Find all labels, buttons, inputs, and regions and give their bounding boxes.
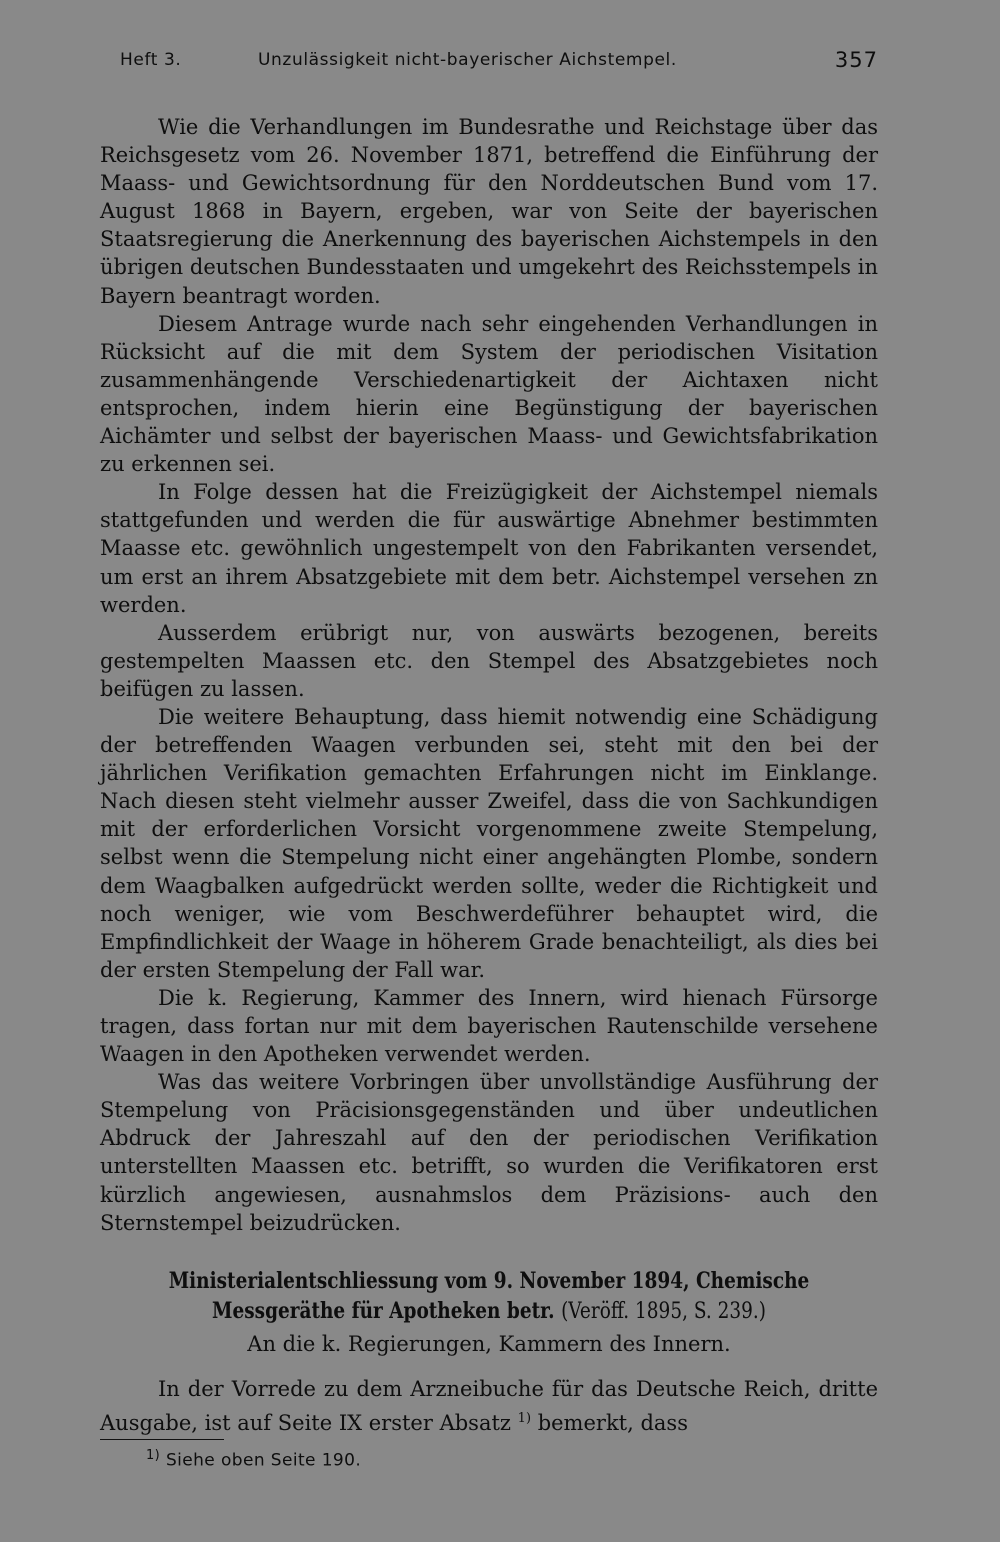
footnote-rule [100,1439,224,1440]
footnote-text: Siehe oben Seite 190. [160,1450,362,1471]
paragraph: Ausserdem erübrigt nur, von auswärts bezogenen, bereits gestempelten Maassen etc. den Stempel des Absatzgebietes noch beifügen zu lassen. [100,620,878,701]
section-body-end: bemerkt, dass [531,1411,688,1435]
section-body [100,1375,878,1438]
section-title [162,1266,816,1327]
section-title-line1: Ministerialentschliessung vom 9. November 1894, Chemische [168,1268,810,1294]
footnote-mark: 1) [517,1411,532,1426]
section-title-line2 [162,1296,816,1327]
section-reference: (Veröff. 1895, S. 239.) [561,1299,766,1324]
body-text [100,113,878,1237]
paragraph: Die weitere Behauptung, dass hiemit notwendig eine Schädigung der betreffenden Waagen verbunden sei, steht mit den bei der jährlichen Verifikation gemachten Erfahrungen nicht im Einklange. Nach diesen steht vielmehr ausser Zweifel, dass die von Sachkundigen mit der erforderlichen Vorsicht vorgenommene zweite Stempelung, selbst wenn die Stempelung nicht einer angehängten Plombe, sondern dem Waagbalken aufgedrückt werden sollte, weder die Richtigkeit und noch weniger, wie vom Beschwerdeführer behauptet wird, die Empfindlichkeit der Waage in höherem Grade benachteiligt, als dies bei der ersten Stempelung der Fall war. [100,704,878,982]
paragraph: In Folge dessen hat die Freizügigkeit der Aichstempel niemals stattgefunden und werden die für auswärtige Abnehmer bestimmten Maasse etc. gewöhnlich ungestempelt von den Fabrikanten versendet, um erst an ihrem Absatzgebiete mit dem betr. Aichstempel versehen zn werden. [100,480,878,617]
section-title-line2-text: Messgeräthe für Apotheken betr. [212,1298,555,1324]
footnote [146,1444,361,1473]
page-number: 357 [834,48,878,72]
running-title: Unzulässigkeit nicht-bayerischer Aichstempel. [258,50,677,70]
section-body-text: In der Vorrede zu dem Arzneibuche für das Deutsche Reich, dritte Ausgabe, ist auf Seite IX erster Absatz [100,1377,878,1435]
addressee: An die k. Regierungen, Kammern des Innern. [247,1332,731,1356]
footnote-mark: 1) [146,1448,161,1463]
paragraph: Diesem Antrage wurde nach sehr eingehenden Verhandlungen in Rücksicht auf die mit dem System der periodischen Visitation zusammenhängende Verschiedenartigkeit der Aichtaxen nicht entsprochen, indem hierin eine Begünstigung der bayerischen Aichämter und selbst der bayerischen Maass- und Gewichtsfabrikation zu erkennen sei. [100,311,878,477]
running-head [120,50,878,76]
paragraph: Was das weitere Vorbringen über unvollständige Ausführung der Stempelung von Präcisionsgegenständen und über undeutlichen Abdruck der Jahreszahl auf den der periodischen Verifikation unterstellten Maassen etc. betrifft, so wurden die Verifikatoren erst kürzlich angewiesen, ausnahmslos dem Präzisions- auch den Sternstempel beizudrücken. [100,1070,878,1235]
paragraph: Wie die Verhandlungen im Bundesrathe und Reichstage über das Reichsgesetz vom 26. November 1871, betreffend die Einführung der Maass- und Gewichtsordnung für den Norddeutschen Bund vom 17. August 1868 in Bayern, ergeben, war von Seite der bayerischen Staatsregierung die Anerkennung des bayerischen Aichstempels in den übrigen deutschen Bundesstaaten und umgekehrt des Reichsstempels in Bayern beantragt worden. [100,115,878,308]
paragraph: Die k. Regierung, Kammer des Innern, wird hienach Fürsorge tragen, dass fortan nur mit dem bayerischen Rautenschilde versehene Waagen in den Apotheken verwendet werden. [100,985,878,1067]
heft-label: Heft 3. [120,50,182,70]
